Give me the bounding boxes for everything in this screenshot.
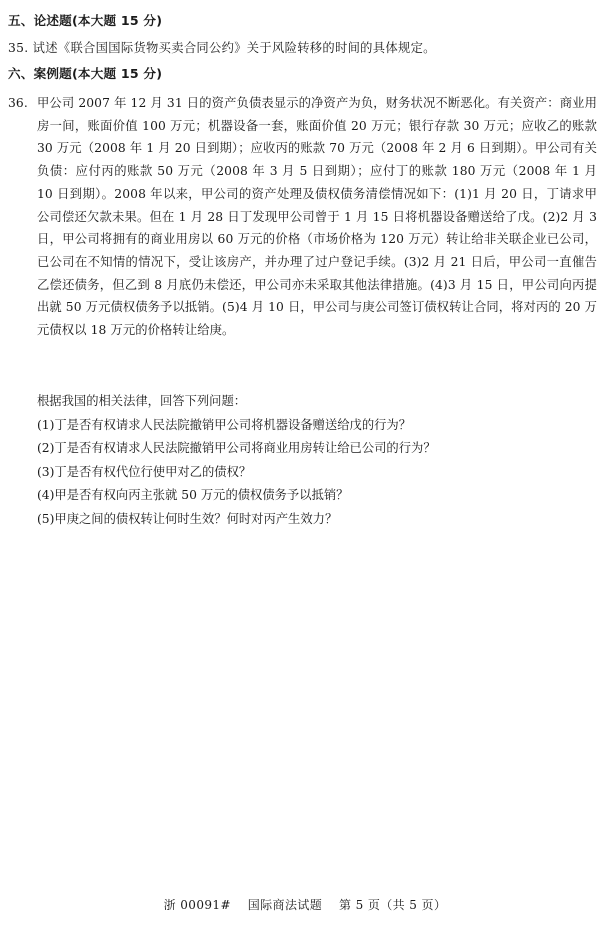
question-36-body: 甲公司 2007 年 12 月 31 日的资产负债表显示的净资产为负，财务状况不断恶化。有关资产：商业用房一间，账面价值 100 万元；机器设备一套，账面价值 20 万元；银行存款 30 万元；应收乙的账款 30 万元（2008 年 1 月 20 日到期）；应收丙的账款 70 万元（2008 年 2 月 6 日到期）。甲公司有关负债：应付丙的账款 50 万元（2008 年 3 月 5 日到期）；应付丁的账款 180 万元（2008 年 1 月 10 日到期）。2008 年以来，甲公司的资产处理及债权债务清偿情况如下：(1)1 月 20 日，丁请求甲公司偿还欠款未果。但在 1 月 28 日丁发现甲公司曾于 1 月 15 日将机器设备赠送给了戊。(2)2 月 3 日，甲公司将拥有的商业用房以 60 万元的价格（市场价格为 120 万元）转让给非关联企业已公司，已公司在不知情的情况下，受让该房产，并办理了过户登记手续。(3)2 月 21 日后，甲公司一直催告乙偿还债务，但乙到 8 月底仍未偿还，甲公司亦未采取其他法律措施。(4)3 月 15 日，甲公司向丙提出就 50 万元债权债务予以抵销。(5)4 月 10 日，甲公司与庚公司签订债权转让合同，将对丙的 20 万元债权以 18 万元的价格转让给庚。 bbox=[37, 96, 597, 338]
question-36-number: 36. bbox=[8, 96, 28, 110]
sub-question: (1)丁是否有权请求人民法院撤销甲公司将机器设备赠送给戊的行为？ bbox=[37, 417, 412, 432]
page-footer: 浙 00091# 国际商法试题 第 5 页（共 5 页） bbox=[163, 898, 447, 912]
question-35: 35. 试述《联合国国际货物买卖合同公约》关于风险转移的时间的具体规定。 bbox=[8, 41, 436, 55]
sub-question: (4)甲是否有权向丙主张就 50 万元的债权债务予以抵销？ bbox=[37, 488, 349, 502]
question-36-subquestions bbox=[37, 390, 597, 531]
section-6-title: 六、案例题(本大题 15 分) bbox=[8, 66, 163, 81]
question-36-case bbox=[8, 92, 597, 342]
question-36-prompt: 根据我国的相关法律，回答下列问题： bbox=[37, 394, 247, 408]
section-5-title: 五、论述题(本大题 15 分) bbox=[8, 13, 163, 28]
sub-question: (5)甲庚之间的债权转让何时生效？何时对丙产生效力？ bbox=[37, 511, 338, 526]
sub-question: (3)丁是否有权代位行使甲对乙的债权？ bbox=[37, 464, 252, 479]
sub-question: (2)丁是否有权请求人民法院撤销甲公司将商业用房转让给已公司的行为？ bbox=[37, 441, 436, 455]
